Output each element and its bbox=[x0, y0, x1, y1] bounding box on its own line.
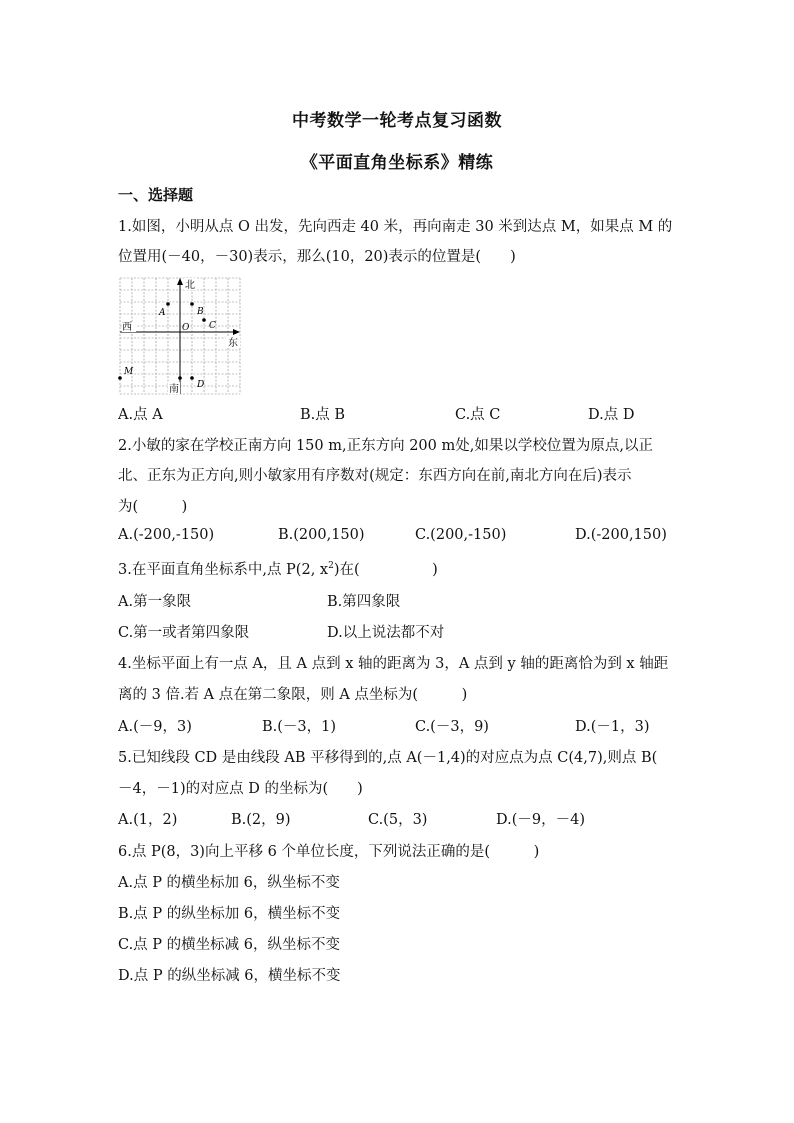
label-C: C bbox=[209, 321, 216, 331]
q1-grid-figure bbox=[118, 276, 242, 396]
point-B bbox=[190, 302, 194, 306]
east-arrow-icon bbox=[233, 329, 240, 335]
point-south bbox=[178, 376, 182, 380]
q3-option-b: B.第四象限 bbox=[327, 594, 401, 610]
q1-option-b: B.点 B bbox=[300, 407, 346, 423]
q2-text-line2: 北、正东为正方向,则小敏家用有序数对(规定：东西方向在前,南北方向在后)表示 bbox=[118, 468, 632, 484]
q5-text-line2: －4，－1)的对应点 D 的坐标为( ) bbox=[118, 781, 363, 797]
label-D: D bbox=[197, 380, 205, 390]
q1-text-line1: 1.如图，小明从点 O 出发，先向西走 40 米，再向南走 30 米到达点 M，如果点 M 的 bbox=[118, 219, 673, 235]
q6-option-c: C.点 P 的横坐标减 6，纵坐标不变 bbox=[118, 937, 340, 953]
label-B: B bbox=[197, 307, 204, 317]
q1-text-line2: 位置用(－40，－30)表示，那么(10，20)表示的位置是( ) bbox=[118, 249, 516, 265]
label-east: 东 bbox=[228, 338, 238, 349]
q3-text-sup: 2 bbox=[328, 561, 334, 572]
section-heading: 一、选择题 bbox=[118, 186, 194, 204]
q1-option-a: A.点 A bbox=[118, 407, 163, 423]
q2-option-c: C.(200,-150) bbox=[415, 527, 507, 543]
q4-option-b: B.(－3，1) bbox=[262, 719, 337, 735]
q5-option-c: C.(5，3) bbox=[368, 812, 428, 828]
point-D bbox=[190, 376, 194, 380]
q3-text-post: )在( ) bbox=[333, 562, 438, 578]
q6-text-line1: 6.点 P(8，3)向上平移 6 个单位长度，下列说法正确的是( ) bbox=[118, 844, 540, 860]
q5-option-b: B.(2，9) bbox=[231, 812, 291, 828]
q3-text bbox=[118, 558, 438, 579]
point-A bbox=[166, 302, 170, 306]
q1-option-d: D.点 D bbox=[588, 407, 635, 423]
label-west: 西 bbox=[122, 322, 132, 333]
q5-text-line1: 5.已知线段 CD 是由线段 AB 平移得到的,点 A(－1,4)的对应点为点 C(4,7),则点 B( bbox=[118, 750, 658, 766]
q5-option-d: D.(－9，－4) bbox=[496, 812, 585, 828]
q6-option-d: D.点 P 的纵坐标减 6，横坐标不变 bbox=[118, 968, 341, 984]
point-C bbox=[202, 318, 206, 322]
label-A: A bbox=[159, 308, 166, 318]
q2-option-b: B.(200,150) bbox=[278, 527, 365, 543]
q4-option-d: D.(－1，3) bbox=[575, 719, 650, 735]
label-north: 北 bbox=[185, 280, 195, 291]
q3-option-d: D.以上说法都不对 bbox=[327, 625, 445, 641]
q4-text-line2: 离的 3 倍.若 A 点在第二象限，则 A 点坐标为( ) bbox=[118, 687, 468, 703]
q1-option-c: C.点 C bbox=[455, 407, 501, 423]
q2-option-d: D.(-200,150) bbox=[575, 527, 667, 543]
north-arrow-icon bbox=[177, 278, 183, 285]
point-M bbox=[118, 376, 122, 380]
q2-text-line3: 为( ) bbox=[118, 499, 188, 515]
q4-option-c: C.(－3，9) bbox=[415, 719, 489, 735]
q6-option-b: B.点 P 的纵坐标加 6，横坐标不变 bbox=[118, 906, 341, 922]
label-south: 南 bbox=[169, 384, 179, 395]
q4-option-a: A.(－9，3) bbox=[118, 719, 192, 735]
q3-option-c: C.第一或者第四象限 bbox=[118, 625, 250, 641]
q2-option-a: A.(-200,-150) bbox=[118, 527, 215, 543]
label-origin: O bbox=[182, 323, 190, 333]
page-title-line1: 中考数学一轮考点复习函数 bbox=[292, 111, 502, 131]
q3-text-pre: 3.在平面直角坐标系中,点 P(2, x bbox=[118, 562, 329, 578]
label-M: M bbox=[124, 367, 134, 377]
page-title-line2: 《平面直角坐标系》精练 bbox=[300, 153, 494, 173]
q6-option-a: A.点 P 的横坐标加 6，纵坐标不变 bbox=[118, 875, 340, 891]
q2-text-line1: 2.小敏的家在学校正南方向 150 m,正东方向 200 m处,如果以学校位置为原点,以正 bbox=[118, 438, 653, 454]
q4-text-line1: 4.坐标平面上有一点 A，且 A 点到 x 轴的距离为 3，A 点到 y 轴的距离恰为到 x 轴距 bbox=[118, 656, 669, 672]
q5-option-a: A.(1，2) bbox=[118, 812, 178, 828]
q3-option-a: A.第一象限 bbox=[118, 594, 192, 610]
